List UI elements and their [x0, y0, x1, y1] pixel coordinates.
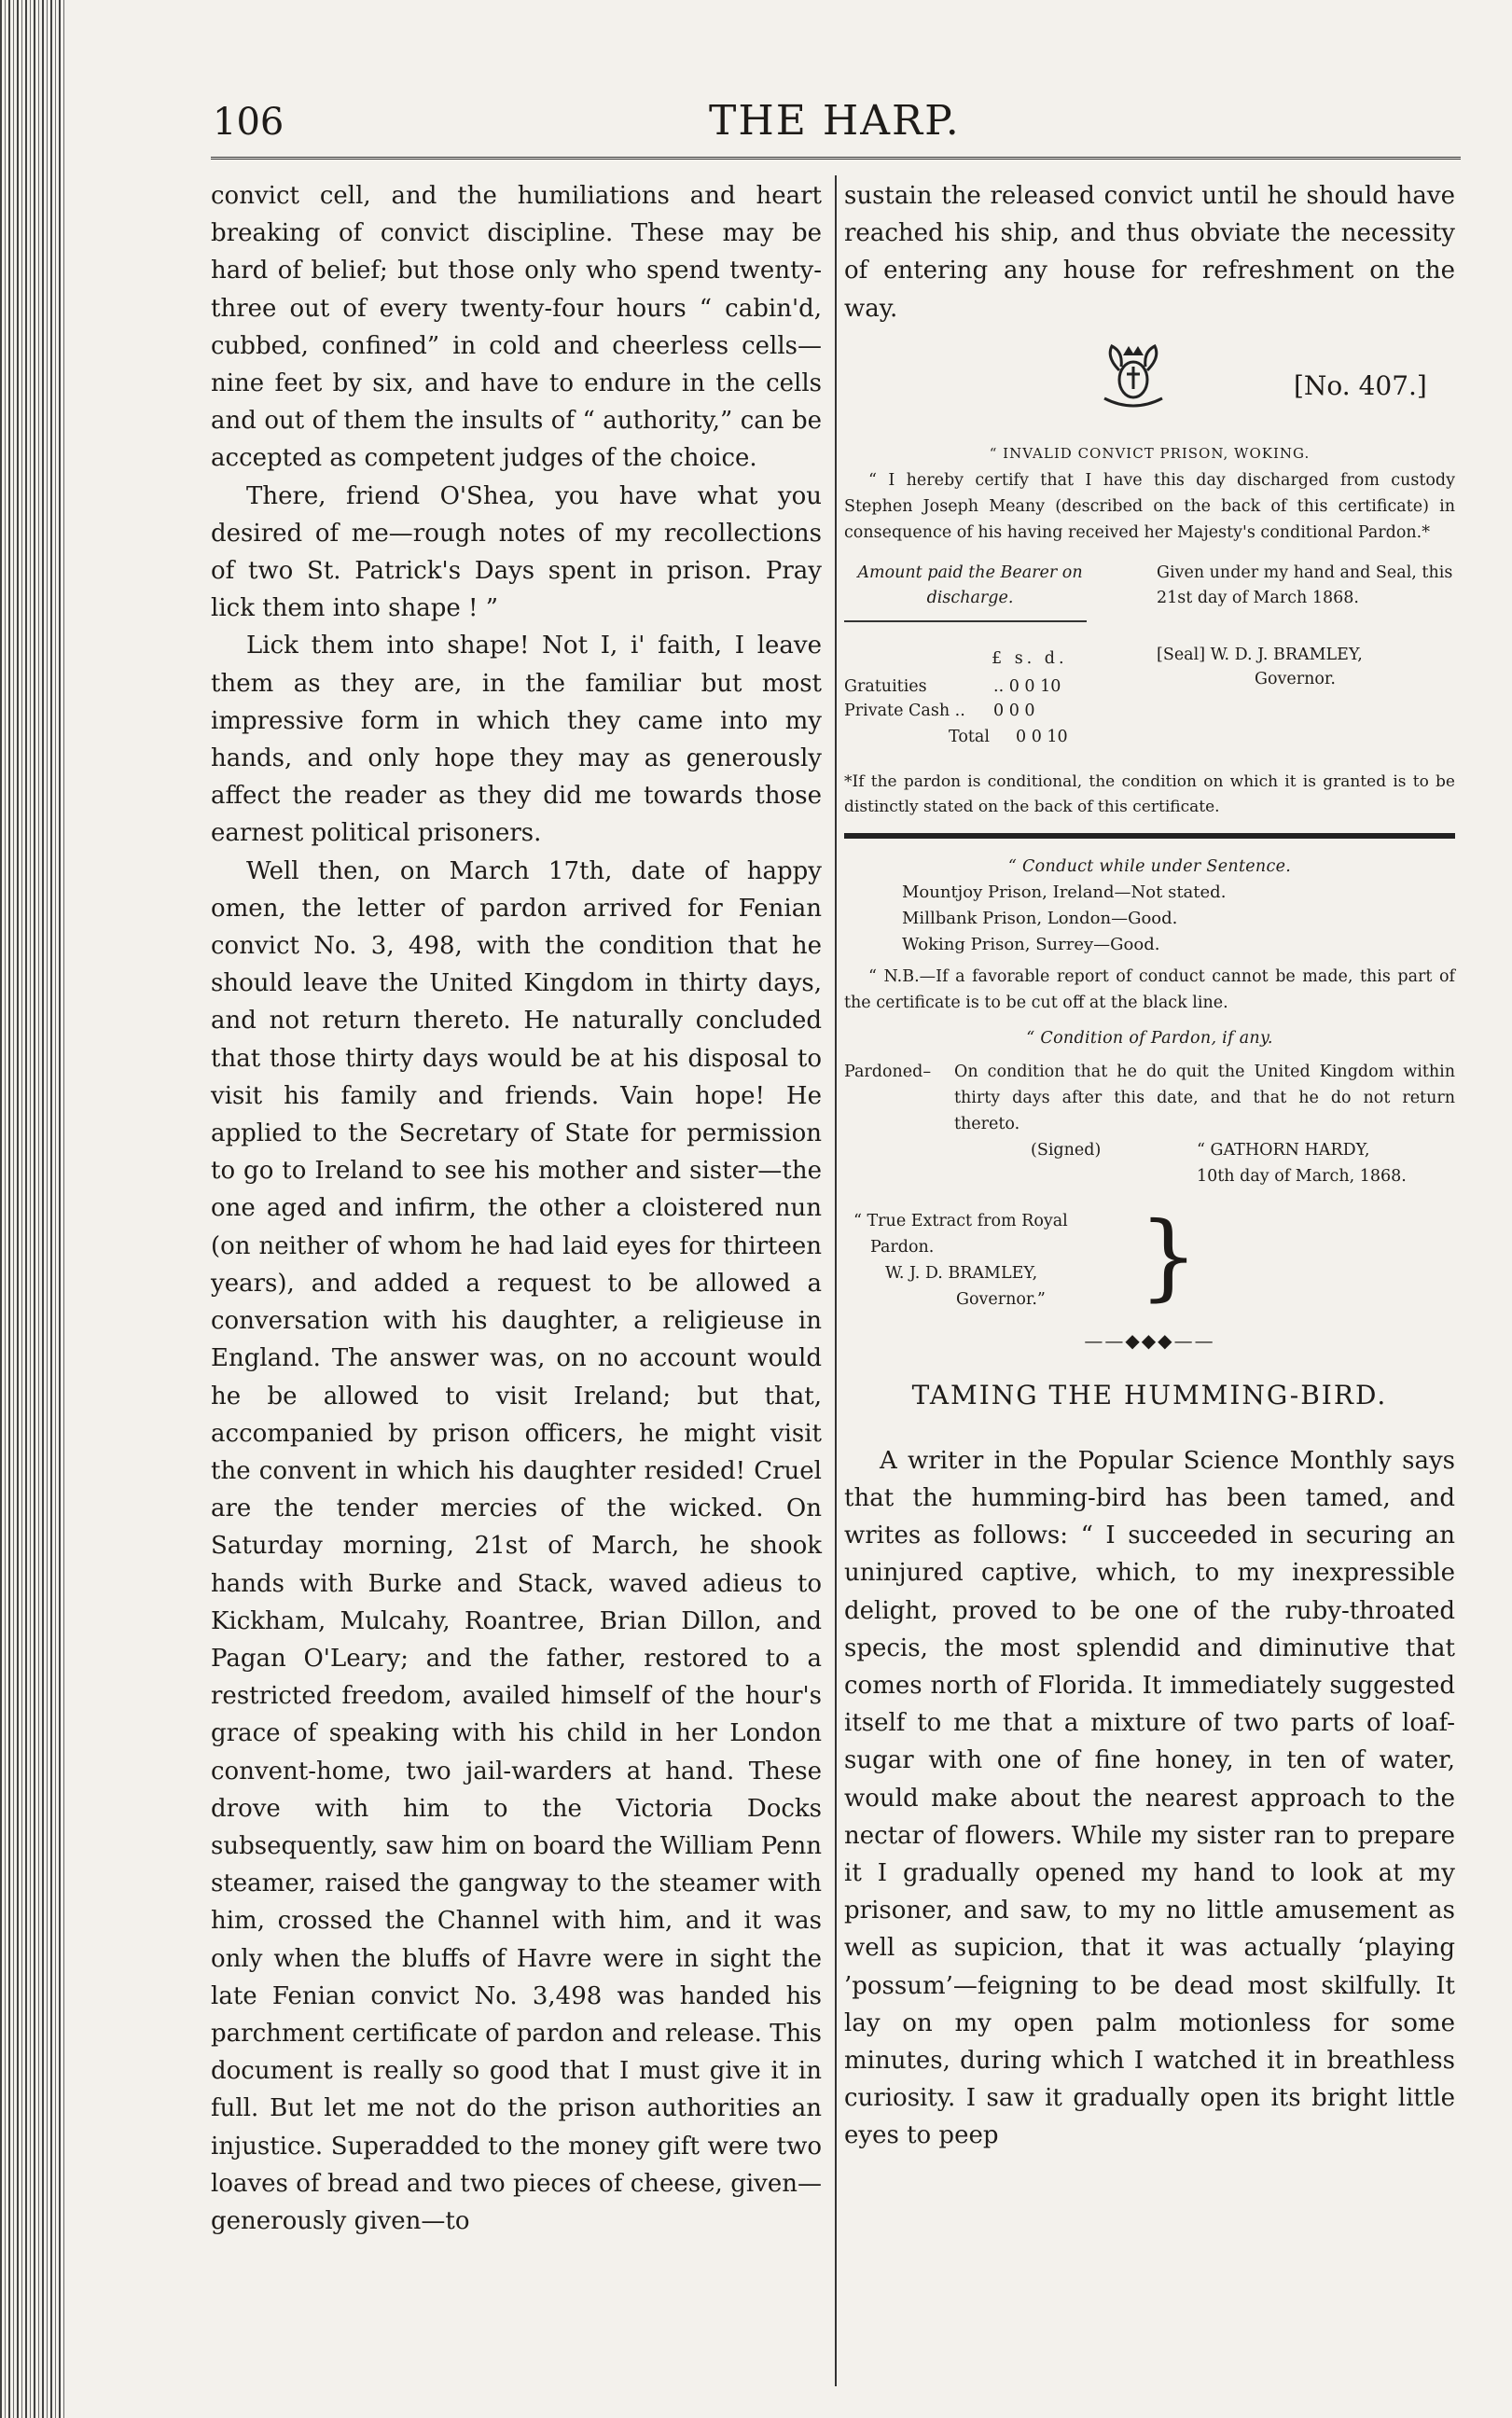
gratuities-label: Gratuities	[844, 676, 927, 696]
left-column	[211, 177, 822, 2240]
paragraph: Well then, on March 17th, date of happy omen, the letter of pardon arrived for Fenian convict No. 3, 498, with the condition that he should leave the United Kingdom in thirty days, and not return thereto. He naturally concluded that those thirty days would be at his disposal to visit his family and friends. Vain hope! He applied to the Secretary of State for permission to go to Ireland to see his mother and sister—the one aged and infirm, the other a cloistered nun (on neither of whom he had laid eyes for thirteen years), and added a request to be allowed a conversation with his daughter, a religieuse in England. The answer was, on no account would he be allowed to visit Ireland; but that, accompanied by prison officers, he might visit the convent in which his daughter resided! Cruel are the tender mercies of the wicked. On Saturday morning, 21st of March, he shook hands with Burke and Stack, waved adieus to Kickham, Mulcahy, Roantree, Brian Dillon, and Pagan O'Leary; and the father, restored to a restricted freedom, availed himself of the hour's grace of speaking with his child in her London convent-home, two jail-warders at hand. These drove with him to the Victoria Docks subsequently, saw him on board the William Penn steamer, raised the gangway to the steamer with him, crossed the Channel with him, and it was only when the bluffs of Havre were in sight the late Fenian convict No. 3,498 was handed his parchment certificate of pardon and release. This document is really so good that I must give it in full. But let me not do the prison authorities an injustice. Superadded to the money gift were two loaves of bread and two pieces of cheese, given—generously given—to	[211, 856, 822, 2235]
signed-label: (Signed)	[1031, 1140, 1102, 1160]
gratuities-value: .. 0 0 10	[993, 676, 1061, 696]
paragraph: convict cell, and the humiliations and heart breaking of convict discipline. These may be hard of belief; but those only who spend twenty-three out of every twenty-four hours “ cabin'd, cubbed, confined” in cold and cheerless cells—nine feet by six, and have to endure in the cells and out of them the insults of “ authority,” can be accepted as competent judges of the choice.	[211, 182, 822, 473]
given-under-hand: Given under my hand and Seal, this 21st day of March 1868.	[1157, 563, 1453, 607]
conduct-item: Woking Prison, Surrey—Good.	[902, 934, 1160, 954]
page-number: 106	[213, 101, 284, 144]
extract-line: “ True Extract from Royal	[853, 1211, 1068, 1230]
true-extract	[844, 1201, 1455, 1320]
pardon-condition	[844, 1059, 1455, 1137]
governor-title: Governor.	[1255, 669, 1336, 688]
private-cash-label: Private Cash ..	[844, 701, 965, 720]
paragraph: Lick them into shape! Not I, i' faith, I leave them as they are, in the familiar but most impressive form in which they came into my hands, and only hope they may as generously affect the reader as they did me towards those earnest political prisoners.	[211, 632, 822, 848]
conduct-note: “ N.B.—If a favorable report of conduct cannot be made, this part of the certificate is to be cut off at the black line.	[844, 966, 1455, 1012]
pardon-heading: “ Condition of Pardon, if any.	[1026, 1028, 1273, 1048]
extract-line: W. J. D. BRAMLEY,	[885, 1263, 1038, 1283]
conduct-item: Mountjoy Prison, Ireland—Not stated.	[902, 882, 1227, 902]
certificate-footnote: *If the pardon is conditional, the condition on which it is granted is to be distinctly stated on the back of this certificate.	[844, 771, 1455, 816]
amounts-block	[844, 561, 1455, 766]
ornament-divider: ——◆◆◆——	[1084, 1328, 1215, 1352]
pardon-text: On condition that he do quit the United Kingdom within thirty days after this date, and that he do not return thereto.	[954, 1062, 1455, 1133]
article-paragraph: A writer in the Popular Science Monthly says that the humming-bird has been tamed, and writes as follows: “ I succeeded in securing an uninjured captive, which, to my inexpressible delight, proved to be one of the ruby-throated specis, the most splendid and diminutive that comes north of Florida. It immediately suggested itself to me that a mixture of two parts of loaf-sugar with one of fine honey, in ten of water, would make about the nearest approach to the nectar of flowers. While my sister ran to prepare it I gradually opened my hand to look at my prisoner, and saw, to my no little amusement as well as supicion, that it was actually ‘playing ’possum’—feigning to be dead most skilfully. It lay on my open palm motionless for some minutes, during which I watched it in breathless curiosity. I saw it gradually open its bright little eyes to peep	[844, 1446, 1455, 2150]
total-label: Total	[949, 727, 990, 746]
signature-block	[844, 1137, 1455, 1199]
extract-line: Governor.”	[956, 1289, 1046, 1309]
paragraph: There, friend O'Shea, you have what you desired of me—rough notes of my recollections of two St. Patrick's Days spent in prison. Pray lick them into shape ! ”	[211, 481, 822, 623]
certificate-body: “ I hereby certify that I have this day discharged from custody Stephen Joseph Meany (described on the back of this certificate) in consequence of his having received her Majesty's conditional Pardon.*	[844, 470, 1455, 542]
conduct-item: Millbank Prison, London—Good.	[902, 908, 1178, 928]
certificate-number: [No. 407.]	[1294, 369, 1427, 401]
extract-text	[853, 1208, 1133, 1313]
royal-arms-icon	[1091, 342, 1175, 413]
brace-icon: }	[1139, 1201, 1199, 1311]
article-title: TAMING THE HUMMING-BIRD.	[911, 1379, 1388, 1410]
conduct-heading: “ Conduct while under Sentence.	[1007, 856, 1292, 876]
amount-label: Amount paid the Bearer on discharge.	[857, 563, 1083, 607]
private-cash-value: 0 0 0	[993, 701, 1035, 720]
pardon-label: Pardoned–	[844, 1062, 932, 1081]
certificate-header	[844, 335, 1455, 436]
total-value: 0 0 10	[1016, 727, 1068, 746]
money-heading: £ s. d.	[992, 648, 1068, 668]
right-column	[844, 177, 1455, 2155]
extract-line: Pardon.	[870, 1237, 935, 1257]
seal-signature: [Seal] W. D. J. BRAMLEY,	[1157, 645, 1363, 664]
page-title: THE HARP.	[709, 97, 961, 145]
certificate-heading: “ INVALID CONVICT PRISON, WOKING.	[989, 444, 1311, 462]
paragraph: sustain the released convict until he should have reached his ship, and thus obviate the necessity of entering any house for refreshment on the way.	[844, 182, 1455, 323]
signatory: “ GATHORN HARDY,	[1197, 1140, 1370, 1160]
column-rule	[835, 175, 837, 2386]
header-rule	[211, 157, 1461, 160]
amount-rule	[844, 620, 1087, 622]
signature-date: 10th day of March, 1868.	[1197, 1166, 1407, 1186]
black-line	[844, 833, 1455, 839]
book-binding-edge	[0, 0, 65, 2418]
